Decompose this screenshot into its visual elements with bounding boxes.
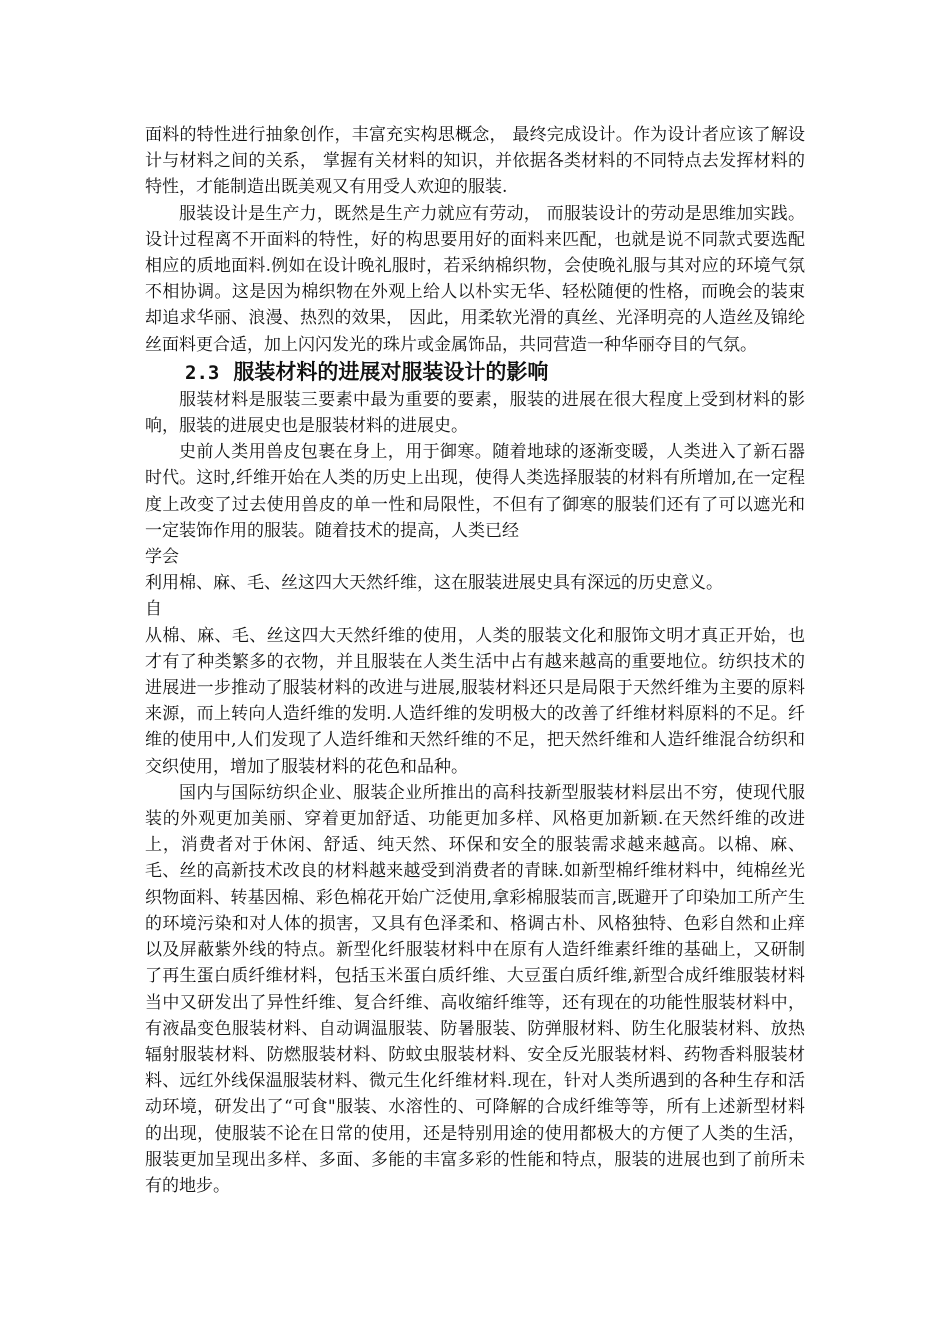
- paragraph-prehistory-tail: 学会: [145, 547, 179, 568]
- section-number: 2.3: [185, 361, 220, 384]
- line-four-fibers: 利用棉、麻、毛、丝这四大天然纤维，这在服装进展史具有深远的历史意义。: [145, 573, 723, 594]
- document-page: [145, 122, 805, 1199]
- paragraph-materials-importance: 服装材料是服装三要素中最为重要的要素，服装的进展在很大程度上受到材料的影响，服装的进展史也是服装材料的进展史。: [145, 389, 805, 437]
- section-heading: [145, 358, 805, 387]
- section-title: 服装材料的进展对服装设计的影响: [233, 359, 549, 384]
- paragraph-design-productivity: 服装设计是生产力，既然是生产力就应有劳动， 而服装设计的劳动是思维加实践。设计过程离不开面料的特性，好的构思要用好的面料来匹配，也就是说不同款式要选配相应的质地面料.例如在设计晚礼服时，若采纳棉织物，会使晚礼服与其对应的环境气氛不相协调。这是因为棉织物在外观上给人以朴实无华、轻松随便的性格，而晚会的装束却追求华丽、浪漫、热烈的效果， 因此，用柔软光滑的真丝、光泽明亮的人造丝及锦纶丝面料更合适，加上闪闪发光的珠片或金属饰品，共同营造一种华丽夺目的气氛。: [145, 203, 805, 355]
- line-fragment: 自: [145, 599, 162, 620]
- paragraph-new-materials: 国内与国际纺织企业、服装企业所推出的高科技新型服装材料层出不穷，使现代服装的外观更加美丽、穿着更加舒适、功能更加多样、风格更加新颖.在天然纤维的改进上，消费者对于休闲、舒适、纯天然、环保和安全的服装需求越来越高。以棉、麻、毛、丝的高新技术改良的材料越来越受到消费者的青睐.如新型棉纤维材料中，纯棉丝光织物面料、转基因棉、彩色棉花开始广泛使用,拿彩棉服装而言,既避开了印染加工所产生的环境污染和对人体的损害，又具有色泽柔和、格调古朴、风格独特、色彩自然和止痒以及屏蔽紫外线的特点。新型化纤服装材料中在原有人造纤维素纤维的基础上，又研制了再生蛋白质纤维材料，包括玉米蛋白质纤维、大豆蛋白质纤维,新型合成纤维服装材料当中又研发出了异性纤维、复合纤维、高收缩纤维等，还有现在的功能性服装材料中，有液晶变色服装材料、自动调温服装、防暑服装、防弹服材料、防生化服装材料、放热辐射服装材料、防燃服装材料、防蚊虫服装材料、安全反光服装材料、药物香料服装材料、远红外线保温服装材料、微元生化纤维材料.现在，针对人类所遇到的各种生存和活动环境，研发出了“可食"服装、水溶性的、可降解的合成纤维等等，所有上述新型材料的出现，使服装不论在日常的使用，还是特别用途的使用都极大的方便了人类的生活，服装更加呈现出多样、多面、多能的丰富多彩的性能和特点，服装的进展也到了前所未有的地步。: [145, 782, 805, 1196]
- paragraph-prehistory: 史前人类用兽皮包裹在身上，用于御寒。随着地球的逐渐变暖，人类进入了新石器时代。这时,纤维开始在人类的历史上出现，使得人类选择服装的材料有所增加,在一定程度上改变了过去使用兽皮的单一性和局限性，不但有了御寒的服装们还有了可以遮光和一定装饰作用的服装。随着技术的提高，人类已经: [145, 442, 805, 541]
- paragraph-natural-fibers: 从棉、麻、毛、丝这四大天然纤维的使用，人类的服装文化和服饰文明才真正开始，也才有了种类繁多的衣物，并且服装在人类生活中占有越来越高的重要地位。纺织技术的进展进一步推动了服装材料的改进与进展,服装材料还只是局限于天然纤维为主要的原料来源，而上转向人造纤维的发明.人造纤维的发明极大的改善了纤维材料原料的不足。纤维的使用中,人们发现了人造纤维和天然纤维的不足，把天然纤维和人造纤维混合纺织和交织使用，增加了服装材料的花色和品种。: [145, 625, 805, 777]
- paragraph-design-materials: 面料的特性进行抽象创作，丰富充实构思概念， 最终完成设计。作为设计者应该了解设计与材料之间的关系， 掌握有关材料的知识，并依据各类材料的不同特点去发挥材料的特性，才能制造出既美观又有用受人欢迎的服装.: [145, 125, 805, 198]
